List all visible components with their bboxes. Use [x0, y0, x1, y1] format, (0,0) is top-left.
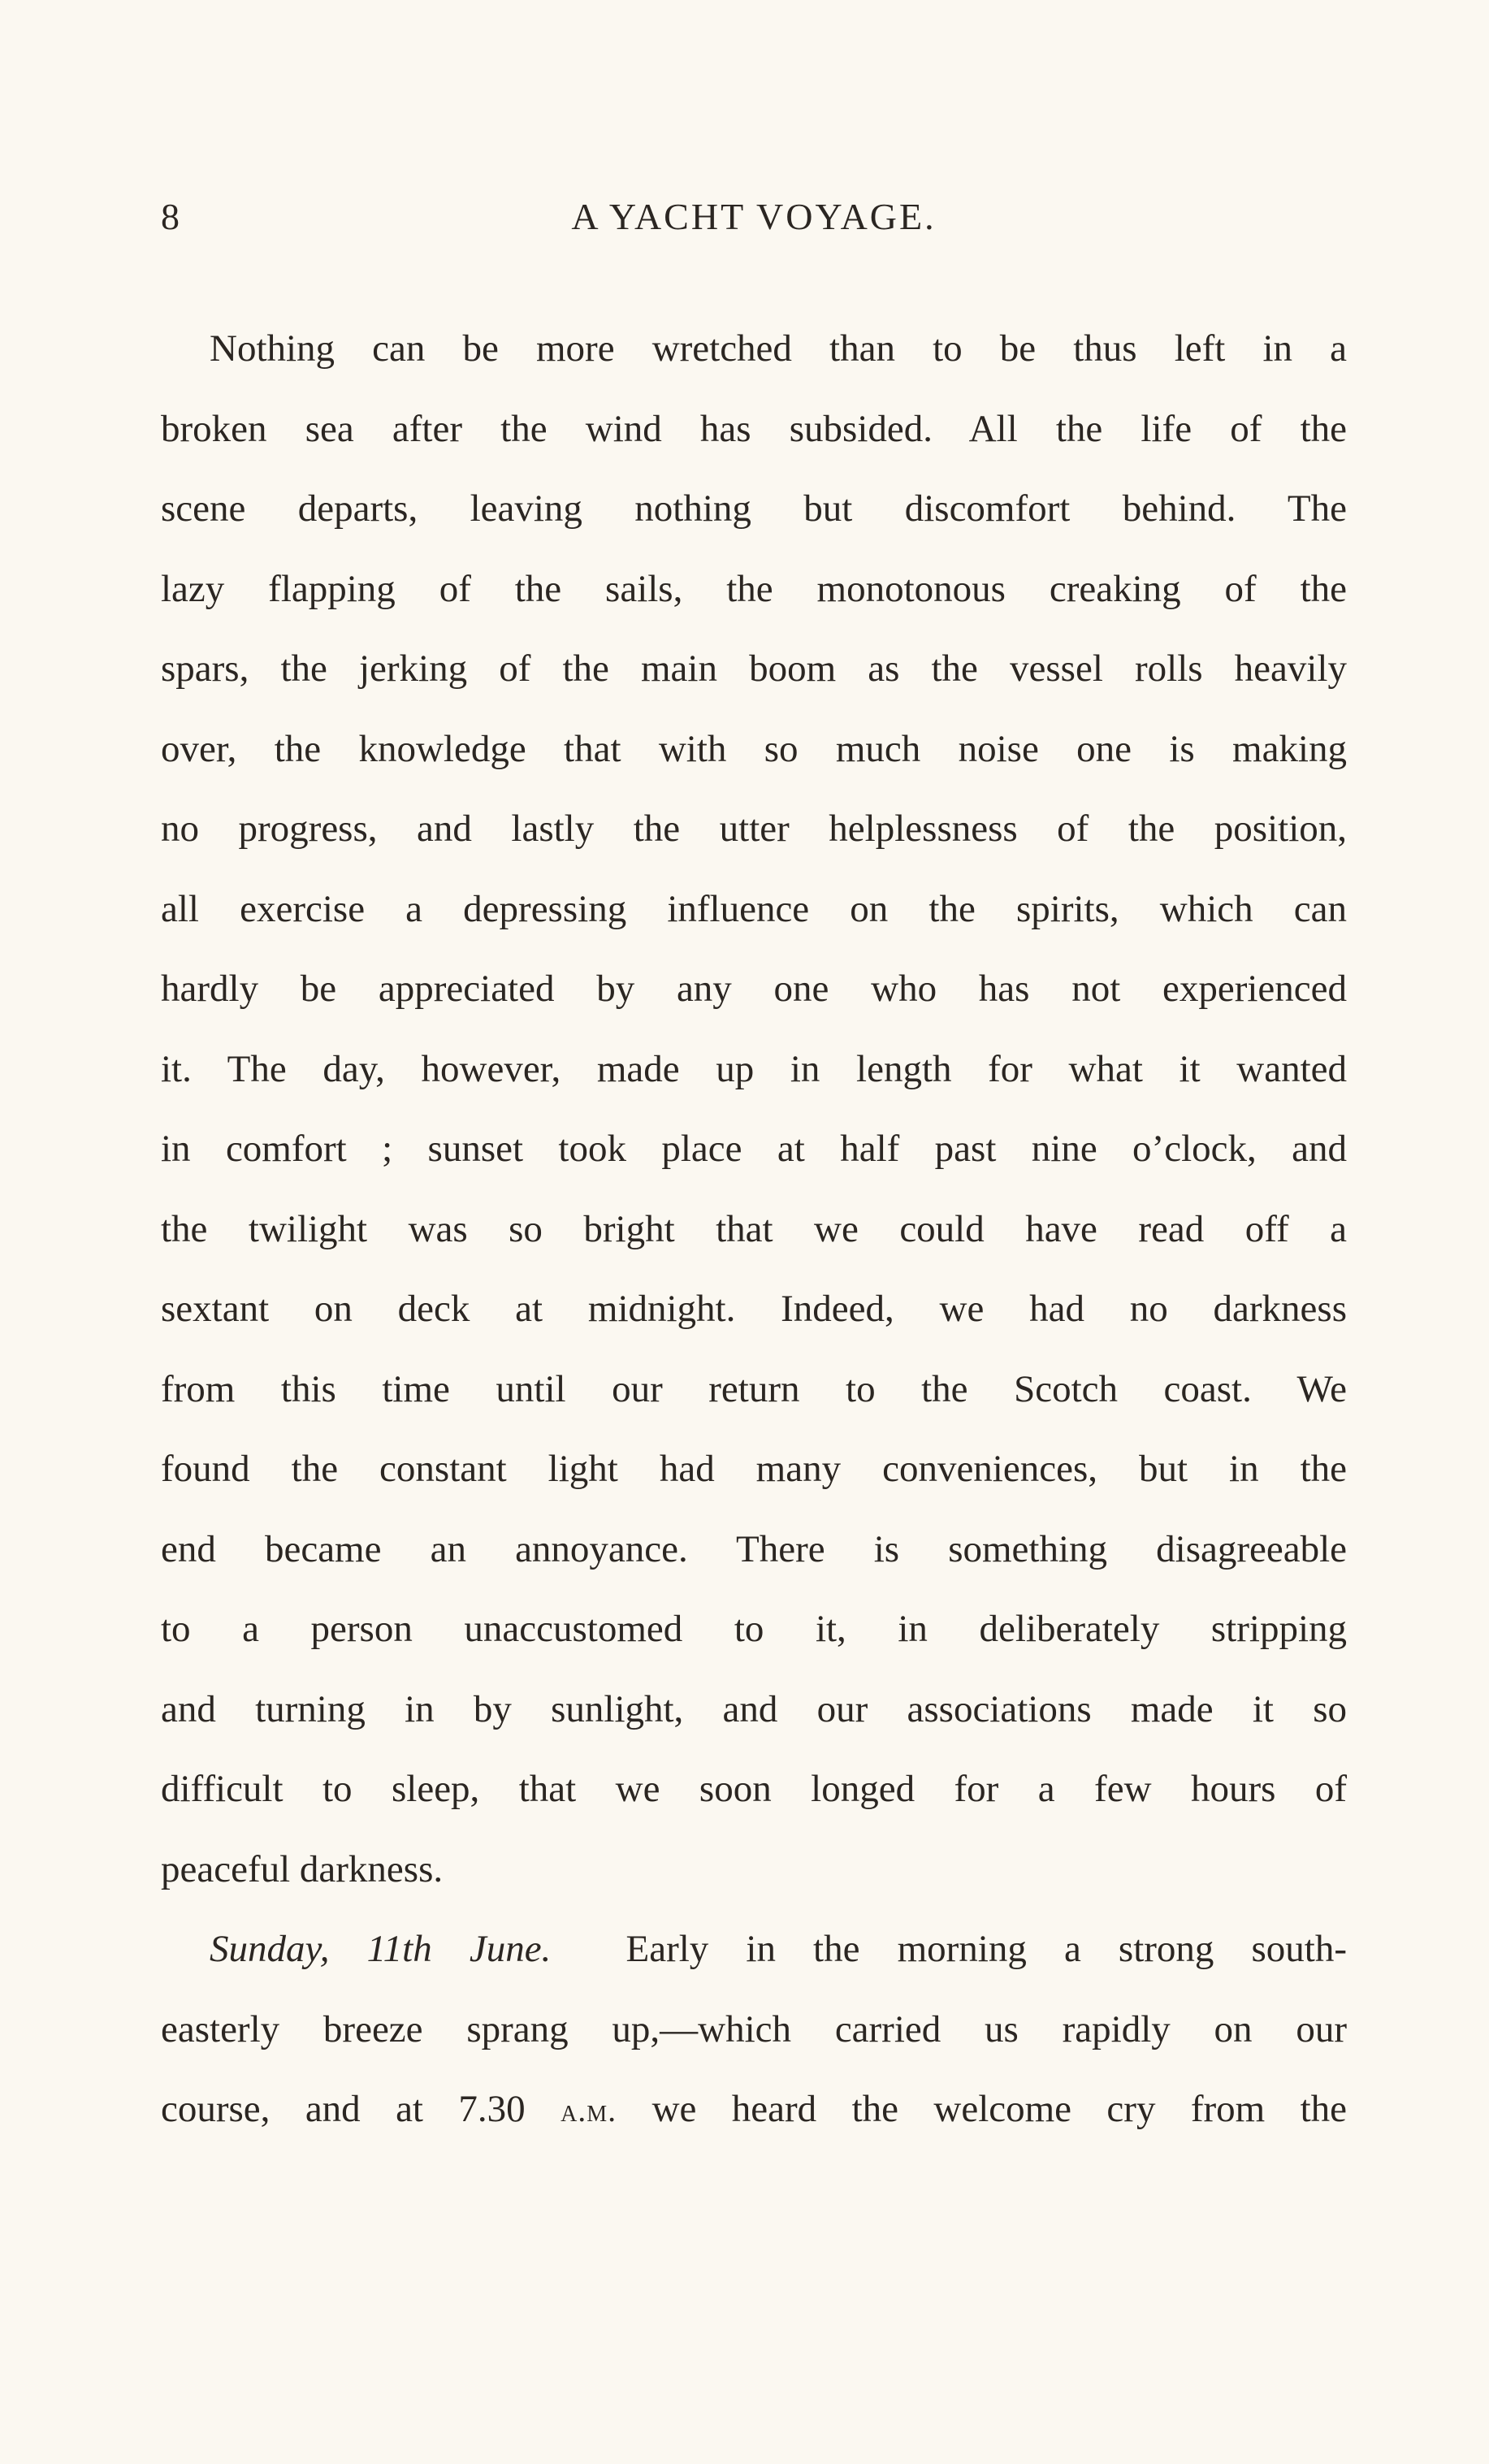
- text-line: lazy flapping of the sails, the monotonous creaking of the: [161, 567, 1347, 610]
- text-line: the twilight was so bright that we could have read off a: [161, 1207, 1347, 1250]
- text-line: sextant on deck at midnight. Indeed, we had no darkness: [161, 1288, 1347, 1330]
- line-text: Early in the morning a strong south-: [625, 1928, 1348, 1970]
- text-line: over, the knowledge that with so much noise one is making: [161, 727, 1347, 770]
- body-text: [161, 309, 1347, 2150]
- text-line: hardly be appreciated by any one who has not experienced: [161, 968, 1347, 1010]
- text-line: peaceful darkness.: [161, 1847, 444, 1890]
- running-head: [161, 195, 1347, 252]
- text-line: found the constant light had many conveniences, but in the: [161, 1448, 1347, 1490]
- text-line: all exercise a depressing influence on the spirits, which can: [161, 887, 1347, 930]
- running-title: A YACHT VOYAGE.: [571, 196, 937, 237]
- text-line: spars, the jerking of the main boom as the vessel rolls heavily: [161, 647, 1347, 690]
- text-line: from this time until our return to the Scotch coast. We: [161, 1367, 1347, 1410]
- text-line: broken sea after the wind has subsided. All the life of the: [161, 407, 1347, 450]
- text-line: difficult to sleep, that we soon longed for a few hours of: [161, 1768, 1347, 1810]
- text-line: end became an annoyance. There is something disagreeable: [161, 1527, 1347, 1570]
- text-line: scene departs, leaving nothing but discomfort behind. The: [161, 487, 1347, 530]
- text-line: in comfort ; sunset took place at half past nine o’clock, and: [161, 1128, 1347, 1170]
- line-text: course, and at 7.30: [161, 2088, 526, 2130]
- text-line-dated: [161, 1909, 1347, 1990]
- text-line: easterly breeze sprang up,—which carried us rapidly on our: [161, 2007, 1347, 2050]
- text-line: no progress, and lastly the utter helplessness of the position,: [161, 808, 1347, 850]
- text-line: and turning in by sunlight, and our associations made it so: [161, 1687, 1347, 1730]
- date-day: Sunday,: [210, 1928, 330, 1970]
- time-abbrev: a.m.: [561, 2092, 617, 2128]
- text-line: Nothing can be more wretched than to be thus left in a: [210, 327, 1347, 370]
- text-line: it. The day, however, made up in length for what it wanted: [161, 1047, 1347, 1090]
- date-month: June.: [469, 1928, 552, 1970]
- page-number: 8: [161, 196, 181, 237]
- line-text: we heard the welcome cry from the: [651, 2088, 1348, 2130]
- date-number: 11th: [366, 1928, 432, 1970]
- text-line: to a person unaccustomed to it, in deliberately stripping: [161, 1608, 1347, 1650]
- text-line: [161, 2069, 1347, 2150]
